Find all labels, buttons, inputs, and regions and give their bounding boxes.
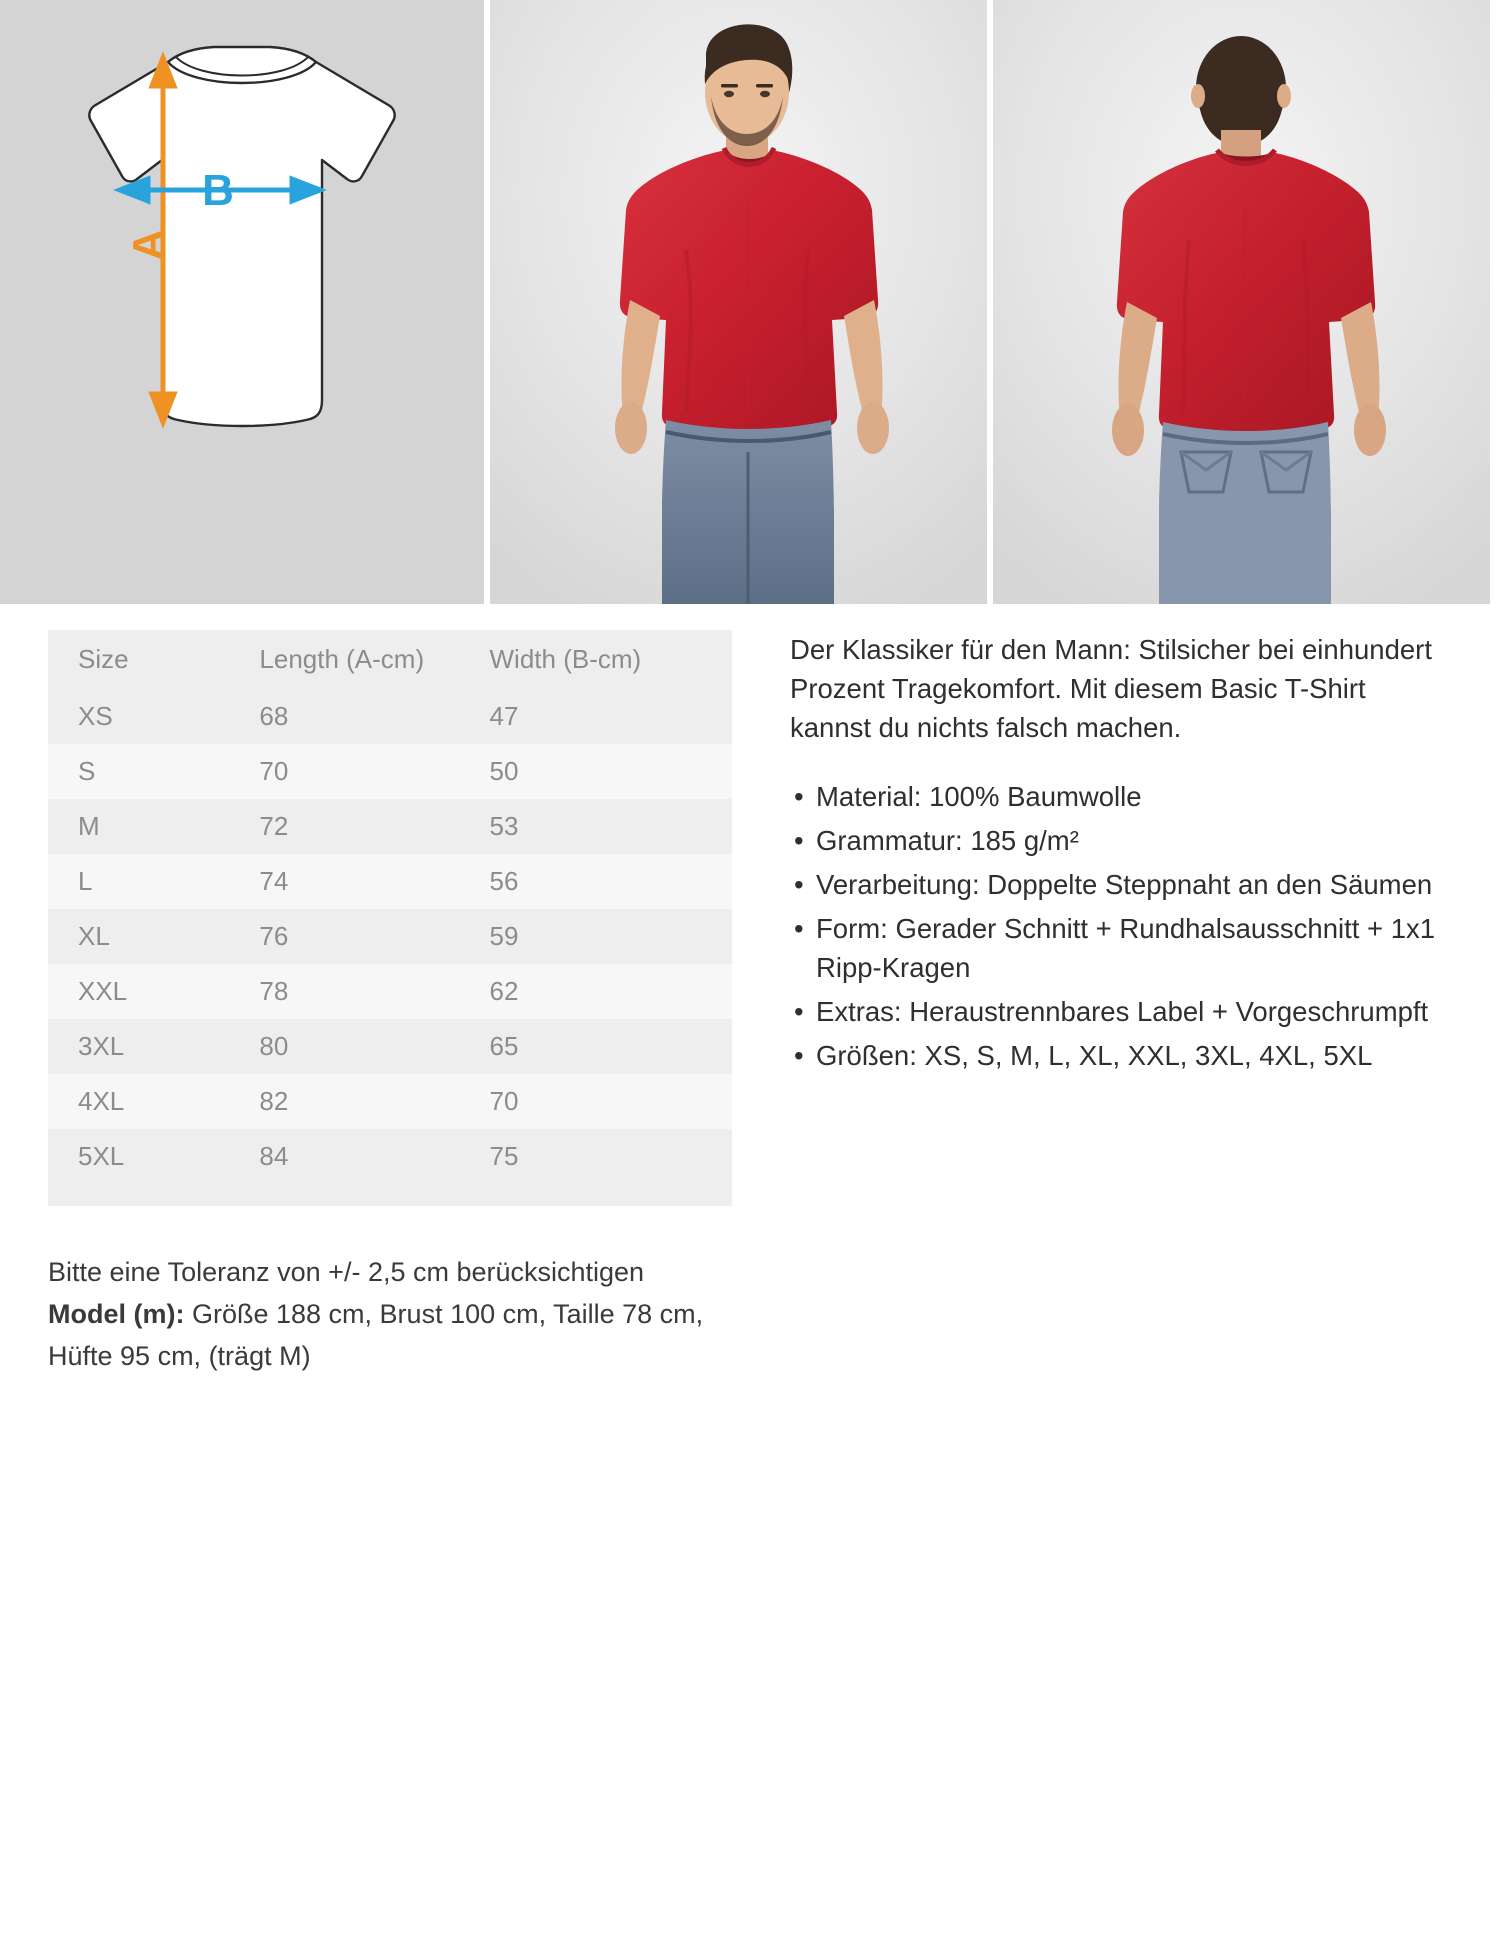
list-item: • Extras: Heraustrennbares Label + Vorgeschrumpft — [790, 992, 1448, 1031]
feature-list — [790, 777, 1448, 1075]
description-column — [790, 630, 1448, 1378]
size-diagram-image — [0, 0, 484, 604]
cell-size: XS — [48, 689, 259, 744]
model-note-text: Größe 188 cm, Brust 100 cm, Taille 78 cm, Hüfte 95 cm, (trägt M) — [48, 1298, 704, 1371]
table-row — [48, 909, 732, 964]
product-details — [0, 604, 1496, 1378]
cell-length: 72 — [259, 799, 489, 854]
list-item: • Material: 100% Baumwolle — [790, 777, 1448, 816]
table-row — [48, 1129, 732, 1184]
table-row — [48, 799, 732, 854]
cell-width: 75 — [490, 1129, 732, 1184]
cell-width: 53 — [490, 799, 732, 854]
cell-length: 80 — [259, 1019, 489, 1074]
list-item: • Verarbeitung: Doppelte Steppnaht an den Säumen — [790, 865, 1448, 904]
cell-width: 65 — [490, 1019, 732, 1074]
model-note — [48, 1294, 748, 1378]
cell-length: 78 — [259, 964, 489, 1019]
cell-width: 50 — [490, 744, 732, 799]
cell-size: 3XL — [48, 1019, 259, 1074]
cell-length: 70 — [259, 744, 489, 799]
list-item: • Form: Gerader Schnitt + Rundhalsausschnitt + 1x1 Ripp-Kragen — [790, 909, 1448, 987]
cell-length: 68 — [259, 689, 489, 744]
model-front-image — [490, 0, 987, 604]
table-row — [48, 744, 732, 799]
list-item: • Grammatur: 185 g/m² — [790, 821, 1448, 860]
cell-length: 84 — [259, 1129, 489, 1184]
cell-size: S — [48, 744, 259, 799]
size-notes — [48, 1252, 748, 1378]
cell-size: XL — [48, 909, 259, 964]
diagram-label-a: A — [124, 229, 173, 261]
model-back-image — [993, 0, 1490, 604]
column-header-width: Width (B-cm) — [490, 630, 732, 689]
table-row — [48, 1019, 732, 1074]
table-row — [48, 689, 732, 744]
column-header-length: Length (A-cm) — [259, 630, 489, 689]
size-chart-table — [48, 630, 732, 1184]
table-bottom-strip — [48, 1184, 732, 1206]
table-header-row — [48, 630, 732, 689]
column-header-size: Size — [48, 630, 259, 689]
cell-size: 5XL — [48, 1129, 259, 1184]
cell-size: L — [48, 854, 259, 909]
table-row — [48, 1074, 732, 1129]
diagram-label-b: B — [202, 166, 234, 215]
cell-length: 76 — [259, 909, 489, 964]
tolerance-note: Bitte eine Toleranz von +/- 2,5 cm berücksichtigen — [48, 1257, 645, 1287]
model-note-label: Model (m): — [48, 1298, 185, 1329]
cell-width: 62 — [490, 964, 732, 1019]
table-row — [48, 964, 732, 1019]
cell-size: XXL — [48, 964, 259, 1019]
cell-size: 4XL — [48, 1074, 259, 1129]
cell-size: M — [48, 799, 259, 854]
cell-length: 74 — [259, 854, 489, 909]
size-chart-column — [48, 630, 732, 1378]
cell-width: 56 — [490, 854, 732, 909]
list-item: • Größen: XS, S, M, L, XL, XXL, 3XL, 4XL, 5XL — [790, 1036, 1448, 1075]
table-row — [48, 854, 732, 909]
cell-width: 47 — [490, 689, 732, 744]
description-paragraph: Der Klassiker für den Mann: Stilsicher bei einhundert Prozent Tragekomfort. Mit diesem Basic T-Shirt kannst du nichts falsch machen. — [790, 634, 1432, 744]
cell-width: 70 — [490, 1074, 732, 1129]
product-image-strip — [0, 0, 1496, 604]
cell-width: 59 — [490, 909, 732, 964]
cell-length: 82 — [259, 1074, 489, 1129]
